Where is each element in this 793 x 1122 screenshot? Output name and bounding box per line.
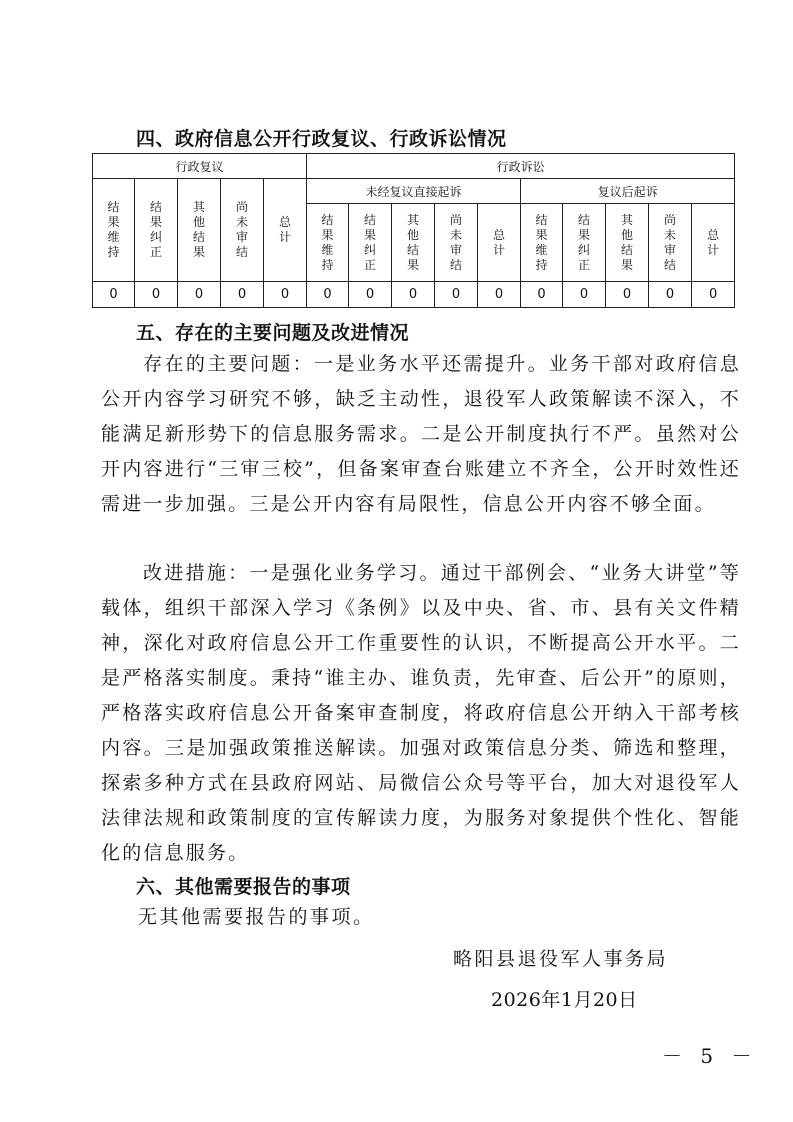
signature-organization: 略阳县退役军人事务局 xyxy=(453,948,669,970)
table-cell: 0 xyxy=(563,282,606,308)
table-cell: 0 xyxy=(521,282,563,308)
group-admin-review: 行政复议 xyxy=(93,154,307,179)
col-review-pending: 尚未审结 xyxy=(221,179,264,282)
col-after-other: 其他结果 xyxy=(606,204,649,282)
table-cell: 0 xyxy=(478,282,521,308)
col-direct-maintained: 结果维持 xyxy=(307,204,349,282)
table-cell: 0 xyxy=(264,282,307,308)
problems-text: 存在的主要问题：一是业务水平还需提升。业务干部对政府信息公开内容学习研究不够，缺乏主动性，退役军人政策解读不深入，不能满足新形势下的信息服务需求。二是公开制度执行不严。虽然对公开内容进行“三审三校”，但备案审查台账建立不齐全，公开时效性还需进一步加强。三是公开内容有局限性，信息公开内容不够全面。 xyxy=(101,353,741,515)
section5-heading: 五、存在的主要问题及改进情况 xyxy=(136,322,410,344)
table-cell: 0 xyxy=(349,282,392,308)
col-review-other: 其他结果 xyxy=(178,179,221,282)
problems-paragraph xyxy=(101,347,741,522)
col-after-corrected: 结果纠正 xyxy=(563,204,606,282)
col-direct-total: 总计 xyxy=(478,204,521,282)
table-cell: 0 xyxy=(178,282,221,308)
signature-date: 2026年1月20日 xyxy=(491,989,638,1011)
col-direct-corrected: 结果纠正 xyxy=(349,204,392,282)
col-after-pending: 尚未审结 xyxy=(649,204,692,282)
col-direct-pending: 尚未审结 xyxy=(435,204,478,282)
table-cell: 0 xyxy=(307,282,349,308)
col-review-corrected: 结果纠正 xyxy=(135,179,178,282)
table-cell: 0 xyxy=(606,282,649,308)
subgroup-suit-after-review: 复议后起诉 xyxy=(521,179,735,204)
review-litigation-table xyxy=(92,153,735,308)
subgroup-direct-suit: 未经复议直接起诉 xyxy=(307,179,521,204)
table-cell: 0 xyxy=(221,282,264,308)
section6-heading: 六、其他需要报告的事项 xyxy=(136,876,351,898)
page-number: － 5 － xyxy=(662,1044,758,1068)
table-subheader-row xyxy=(93,179,735,204)
col-direct-other: 其他结果 xyxy=(392,204,435,282)
table-value-row xyxy=(93,282,735,308)
col-review-maintained: 结果维持 xyxy=(93,179,135,282)
section4-heading: 四、政府信息公开行政复议、行政诉讼情况 xyxy=(136,128,507,150)
group-admin-litigation: 行政诉讼 xyxy=(307,154,735,179)
table-cell: 0 xyxy=(692,282,735,308)
measures-paragraph xyxy=(101,556,741,871)
table-cell: 0 xyxy=(435,282,478,308)
table-cell: 0 xyxy=(135,282,178,308)
table-cell: 0 xyxy=(93,282,135,308)
table-cell: 0 xyxy=(649,282,692,308)
col-after-total: 总计 xyxy=(692,204,735,282)
col-after-maintained: 结果维持 xyxy=(521,204,563,282)
table-header-row xyxy=(93,154,735,179)
section6-body: 无其他需要报告的事项。 xyxy=(138,906,375,928)
table-cell: 0 xyxy=(392,282,435,308)
col-review-total: 总计 xyxy=(264,179,307,282)
measures-text: 改进措施：一是强化业务学习。通过干部例会、“业务大讲堂”等载体，组织干部深入学习《条例》以及中央、省、市、县有关文件精神，深化对政府信息公开工作重要性的认识，不断提高公开水平。二是严格落实制度。秉持“谁主办、谁负责，先审查、后公开”的原则，严格落实政府信息公开备案审查制度，将政府信息公开纳入干部考核内容。三是加强政策推送解读。加强对政策信息分类、筛选和整理，探索多种方式在县政府网站、局微信公众号等平台，加大对退役军人法律法规和政策制度的宣传解读力度，为服务对象提供个性化、智能化的信息服务。 xyxy=(101,562,741,864)
